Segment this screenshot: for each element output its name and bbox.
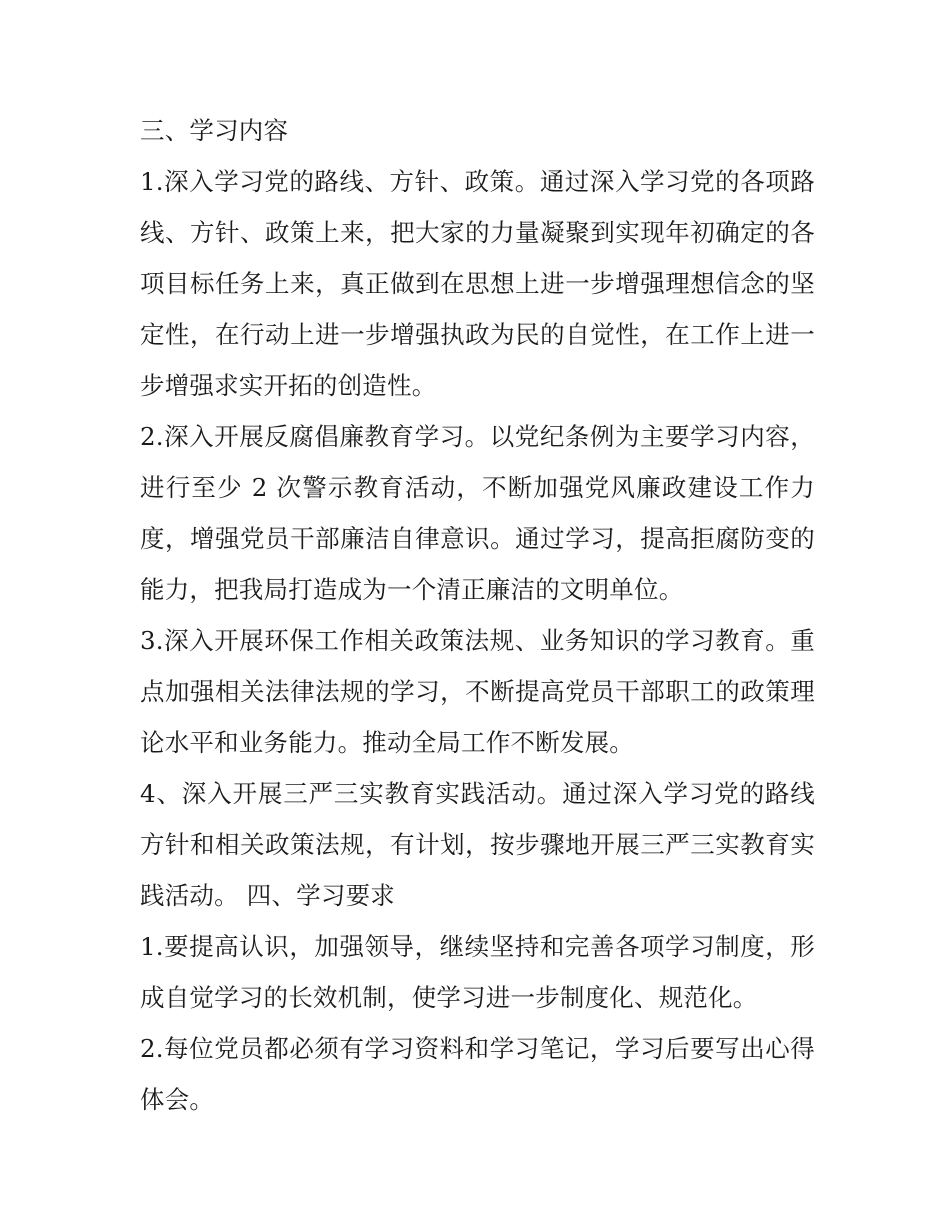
paragraph-item-2: 2.深入开展反腐倡廉教育学习。以党纪条例为主要学习内容，进行至少 2 次警示教育活动，不断加强党风廉政建设工作力度，增强党员干部廉洁自律意识。通过学习，提高拒腐防变的能力，把我局打造成为一个清正廉洁的文明单位。	[140, 422, 815, 604]
paragraph-item-1: 1.深入学习党的路线、方针、政策。通过深入学习党的各项路线、方针、政策上来，把大家的力量凝聚到实现年初确定的各项目标任务上来，真正做到在思想上进一步增强理想信念的坚定性，在行动上进一步增强执政为民的自觉性，在工作上进一步增强求实开拓的创造性。	[140, 167, 815, 400]
paragraph-item-3: 3.深入开展环保工作相关政策法规、业务知识的学习教育。重点加强相关法律法规的学习，不断提高党员干部职工的政策理论水平和业务能力。推动全局工作不断发展。	[140, 626, 815, 757]
document-body	[140, 105, 815, 1125]
paragraph-requirement-1: 1.要提高认识，加强领导，继续坚持和完善各项学习制度，形成自觉学习的长效机制，使学习进一步制度化、规范化。	[140, 932, 815, 1012]
paragraph-item-4: 4、深入开展三严三实教育实践活动。通过深入学习党的路线方针和相关政策法规，有计划，按步骤地开展三严三实教育实践活动。 四、学习要求	[140, 779, 815, 910]
section-heading-study-content: 三、学习内容	[140, 116, 289, 145]
paragraph-requirement-2: 2.每位党员都必须有学习资料和学习笔记，学习后要写出心得体会。	[140, 1034, 815, 1114]
